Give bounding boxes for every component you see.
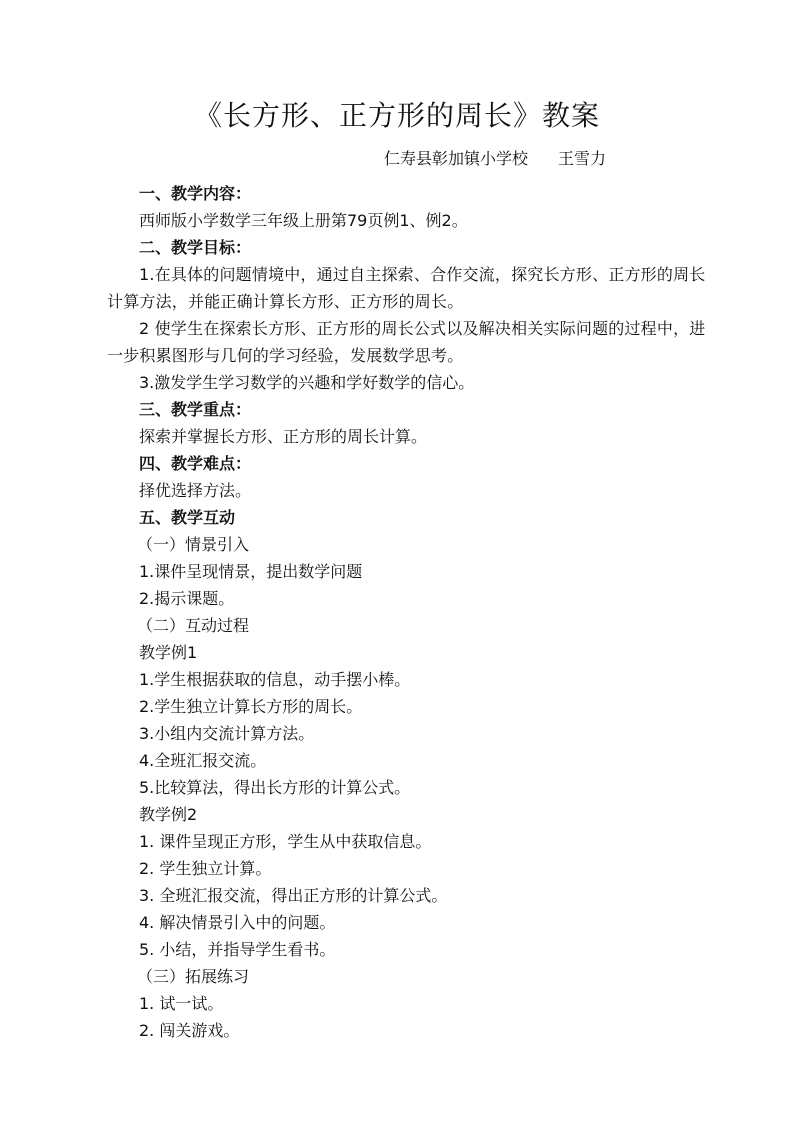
document-title: 《长方形、正方形的周长》教案 <box>193 99 600 132</box>
list-item: 4. 解决情景引入中的问题。 <box>139 913 336 932</box>
byline <box>384 147 606 171</box>
list-item: 1.学生根据获取的信息，动手摆小棒。 <box>139 670 411 689</box>
document-body <box>107 180 711 1044</box>
example-1-label: 教学例1 <box>139 643 198 662</box>
list-item: 3. 全班汇报交流，得出正方形的计算公式。 <box>139 886 448 905</box>
part-heading-process: （二）互动过程 <box>137 616 250 635</box>
goal-3: 3.激发学生学习数学的兴趣和学好数学的信心。 <box>139 373 475 392</box>
list-item: 2. 闯关游戏。 <box>139 1021 240 1040</box>
content-text: 西师版小学数学三年级上册第79页例1、例2。 <box>139 211 468 230</box>
list-item: 1. 试一试。 <box>139 994 224 1013</box>
list-item: 5.比较算法，得出长方形的计算公式。 <box>139 778 411 797</box>
list-item: 4.全班汇报交流。 <box>139 751 267 770</box>
goal-2: 2 使学生在探索长方形、正方形的周长公式以及解决相关实际问题的过程中，进一步积累图形与几何的学习经验，发展数学思考。 <box>107 319 706 365</box>
section-heading-interaction: 五、教学互动 <box>139 508 236 527</box>
part-heading-intro: （一）情景引入 <box>137 535 250 554</box>
example-2-label: 教学例2 <box>139 805 198 824</box>
list-item: 3.小组内交流计算方法。 <box>139 724 315 743</box>
list-item: 2.揭示课题。 <box>139 589 235 608</box>
school-name: 仁寿县彰加镇小学校 <box>384 149 529 168</box>
author-name: 王雪力 <box>558 149 607 168</box>
section-heading-goals: 二、教学目标： <box>139 238 252 257</box>
section-heading-content: 一、教学内容： <box>139 184 252 203</box>
part-heading-practice: （三）拓展练习 <box>137 967 250 986</box>
list-item: 1.课件呈现情景，提出数学问题 <box>139 562 363 581</box>
section-heading-key-points: 三、教学重点： <box>139 400 252 419</box>
list-item: 2. 学生独立计算。 <box>139 859 272 878</box>
list-item: 2.学生独立计算长方形的周长。 <box>139 697 363 716</box>
key-points-text: 探索并掌握长方形、正方形的周长计算。 <box>139 427 428 446</box>
list-item: 5. 小结，并指导学生看书。 <box>139 940 336 959</box>
list-item: 1. 课件呈现正方形，学生从中获取信息。 <box>139 832 432 851</box>
section-heading-difficulties: 四、教学难点： <box>139 454 252 473</box>
goal-1: 1.在具体的问题情境中，通过自主探索、合作交流，探究长方形、正方形的周长计算方法，并能正确计算长方形、正方形的周长。 <box>107 265 706 311</box>
difficulties-text: 择优选择方法。 <box>139 481 252 500</box>
